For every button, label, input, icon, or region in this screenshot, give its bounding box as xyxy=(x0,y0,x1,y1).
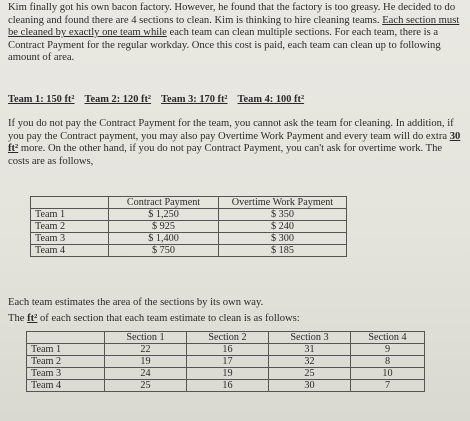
contract-payment-cell: $ 925 xyxy=(109,221,219,233)
area-value-cell: 10 xyxy=(351,368,425,380)
payment-team-cell: Team 2 xyxy=(31,221,109,233)
table-row xyxy=(31,221,347,233)
area-header-section-2: Section 2 xyxy=(187,332,269,344)
overtime-text-2: more. On the other hand, if you do not pay Contract Payment, you can't ask for overtime work. The costs are as follows, xyxy=(8,143,443,167)
table-row xyxy=(31,209,347,221)
area-header-blank xyxy=(27,332,105,344)
contract-payment-cell: $ 750 xyxy=(109,245,219,257)
area-value-cell: 7 xyxy=(351,380,425,392)
area-value-cell: 30 xyxy=(269,380,351,392)
estimate-paragraph: Each team estimates the area of the sections by its own way. xyxy=(8,297,264,308)
team-1-capacity: Team 1: 150 ft² xyxy=(8,94,75,105)
table-row xyxy=(27,368,425,380)
area-estimate-table xyxy=(26,331,425,392)
table-row xyxy=(31,233,347,245)
area-intro-unit: ft² xyxy=(27,313,38,324)
area-header-section-4: Section 4 xyxy=(351,332,425,344)
area-header-section-3: Section 3 xyxy=(269,332,351,344)
area-header-section-1: Section 1 xyxy=(105,332,187,344)
overtime-payment-cell: $ 350 xyxy=(219,209,347,221)
area-value-cell: 16 xyxy=(187,344,269,356)
area-team-cell: Team 4 xyxy=(27,380,105,392)
overtime-payment-cell: $ 240 xyxy=(219,221,347,233)
overtime-text-1: If you do not pay the Contract Payment for the team, you cannot ask the team for cleaning. In addition, if you pay the Contract payment, you may also pay Overtime Work Payment and every team will do extra xyxy=(8,118,454,142)
payment-team-cell: Team 3 xyxy=(31,233,109,245)
area-team-cell: Team 3 xyxy=(27,368,105,380)
intro-text-1: Kim finally got his own bacon factory. However, he found that the factory is too greasy. He decided to do cleaning and found there are 4 sections to clean. Kim is thinking to hire cleaning teams. xyxy=(8,2,456,26)
overtime-paragraph xyxy=(8,118,464,168)
area-value-cell: 25 xyxy=(269,368,351,380)
area-team-cell: Team 2 xyxy=(27,356,105,368)
contract-payment-cell: $ 1,250 xyxy=(109,209,219,221)
area-value-cell: 19 xyxy=(187,368,269,380)
team-4-capacity: Team 4: 100 ft² xyxy=(237,94,305,105)
area-intro-text-2: of each section that each team estimate to clean is as follows: xyxy=(37,313,300,324)
team-capacity-row xyxy=(8,94,464,105)
payment-header-overtime: Overtime Work Payment xyxy=(219,197,347,209)
payment-table xyxy=(30,196,347,257)
team-2-capacity: Team 2: 120 ft² xyxy=(84,94,152,105)
area-value-cell: 31 xyxy=(269,344,351,356)
overtime-payment-cell: $ 300 xyxy=(219,233,347,245)
area-value-cell: 22 xyxy=(105,344,187,356)
area-value-cell: 24 xyxy=(105,368,187,380)
area-team-cell: Team 1 xyxy=(27,344,105,356)
payment-header-contract: Contract Payment xyxy=(109,197,219,209)
overtime-payment-cell: $ 185 xyxy=(219,245,347,257)
table-row xyxy=(27,356,425,368)
area-value-cell: 19 xyxy=(105,356,187,368)
area-value-cell: 17 xyxy=(187,356,269,368)
payment-team-cell: Team 1 xyxy=(31,209,109,221)
area-value-cell: 25 xyxy=(105,380,187,392)
area-value-cell: 8 xyxy=(351,356,425,368)
team-3-capacity: Team 3: 170 ft² xyxy=(161,94,228,105)
payment-header-blank xyxy=(31,197,109,209)
table-row xyxy=(27,344,425,356)
intro-paragraph xyxy=(8,2,464,65)
payment-team-cell: Team 4 xyxy=(31,245,109,257)
area-value-cell: 32 xyxy=(269,356,351,368)
area-intro-paragraph xyxy=(8,313,464,326)
area-table-header xyxy=(27,332,425,344)
overtime-extra-area: 30 ft² xyxy=(8,130,461,155)
table-row xyxy=(27,380,425,392)
intro-text-2: each team can clean multiple sections. For each team, there is a Contract Payment for the regular workday. Once this cost is paid, each team can clean up to following amount of area. xyxy=(8,27,441,64)
intro-underlined-text: Each section must be cleaned by exactly one team while xyxy=(8,14,460,39)
area-value-cell: 16 xyxy=(187,380,269,392)
area-intro-text-1: The xyxy=(8,313,28,324)
payment-table-header xyxy=(31,197,347,209)
area-value-cell: 9 xyxy=(351,344,425,356)
contract-payment-cell: $ 1,400 xyxy=(109,233,219,245)
table-row xyxy=(31,245,347,257)
